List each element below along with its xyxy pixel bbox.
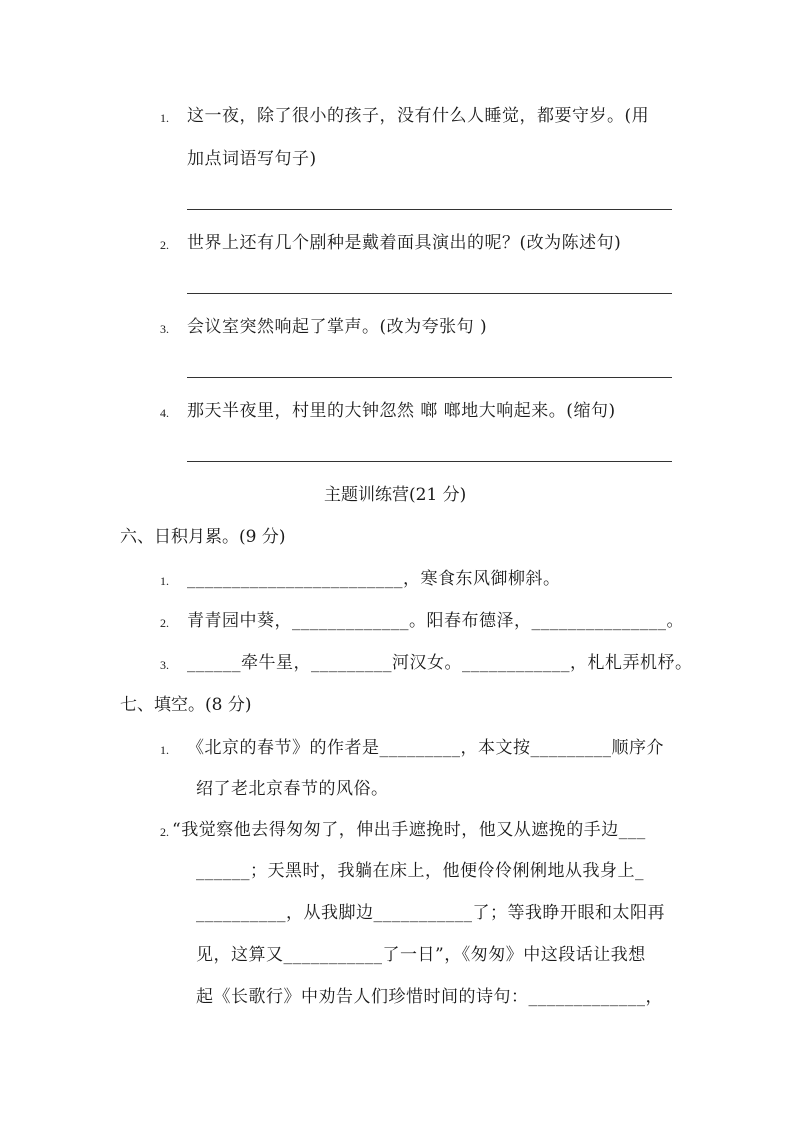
question-number: 3. <box>160 322 169 336</box>
question-text: 世界上还有几个剧种是戴着面具演出的呢？(改为陈述句) <box>187 233 622 253</box>
fill-in-blank[interactable]: “我觉察他去得匆匆了，伸出手遮挽时，他又从遮挽的手边___ <box>172 820 646 840</box>
question-text: 会议室突然响起了掌声。(改为夸张句 ) <box>187 317 488 337</box>
section-heading: 七、填空。(8 分) <box>120 695 252 715</box>
question-text: 加点词语写句子) <box>187 149 317 169</box>
question-number: 2. <box>160 825 169 839</box>
section-heading: 六、日积月累。(9 分) <box>120 527 286 547</box>
fill-in-blank[interactable]: 青青园中葵，_____________。阳春布德泽，_______________。 <box>187 611 684 631</box>
question-number: 1. <box>160 111 169 125</box>
question-text: 这一夜，除了很小的孩子，没有什么人睡觉，都要守岁。(用 <box>187 106 650 126</box>
fill-in-blank[interactable]: 起《长歌行》中劝告人们珍惜时间的诗句：_____________， <box>196 987 663 1007</box>
fill-in-blank[interactable]: 《北京的春节》的作者是_________，本文按_________顺序介 <box>187 738 664 758</box>
question-text: 那天半夜里，村里的大钟忽然 啷 啷地大响起来。(缩句) <box>187 401 616 421</box>
fill-in-blank[interactable]: ________________________，寒食东风御柳斜。 <box>187 569 561 589</box>
section-title: 主题训练营(21 分) <box>324 485 467 505</box>
question-number: 4. <box>160 406 169 420</box>
answer-line[interactable] <box>187 209 672 210</box>
question-text: 绍了老北京春节的风俗。 <box>196 779 389 799</box>
question-number: 1. <box>160 743 169 757</box>
answer-line[interactable] <box>187 461 672 462</box>
fill-in-blank[interactable]: 见，这算又___________了一日”，《匆匆》中这段话让我想 <box>196 945 646 965</box>
answer-line[interactable] <box>187 377 672 378</box>
question-number: 2. <box>160 238 169 252</box>
fill-in-blank[interactable]: ______；天黑时，我躺在床上，他便伶伶俐俐地从我身上_ <box>196 861 644 881</box>
fill-in-blank[interactable]: ______牵牛星，_________河汉女。____________，札札弄机杼。 <box>187 653 693 673</box>
question-number: 1. <box>160 574 169 588</box>
question-number: 3. <box>160 658 169 672</box>
answer-line[interactable] <box>187 293 672 294</box>
fill-in-blank[interactable]: __________，从我脚边___________了；等我睁开眼和太阳再 <box>196 903 665 923</box>
question-number: 2. <box>160 616 169 630</box>
